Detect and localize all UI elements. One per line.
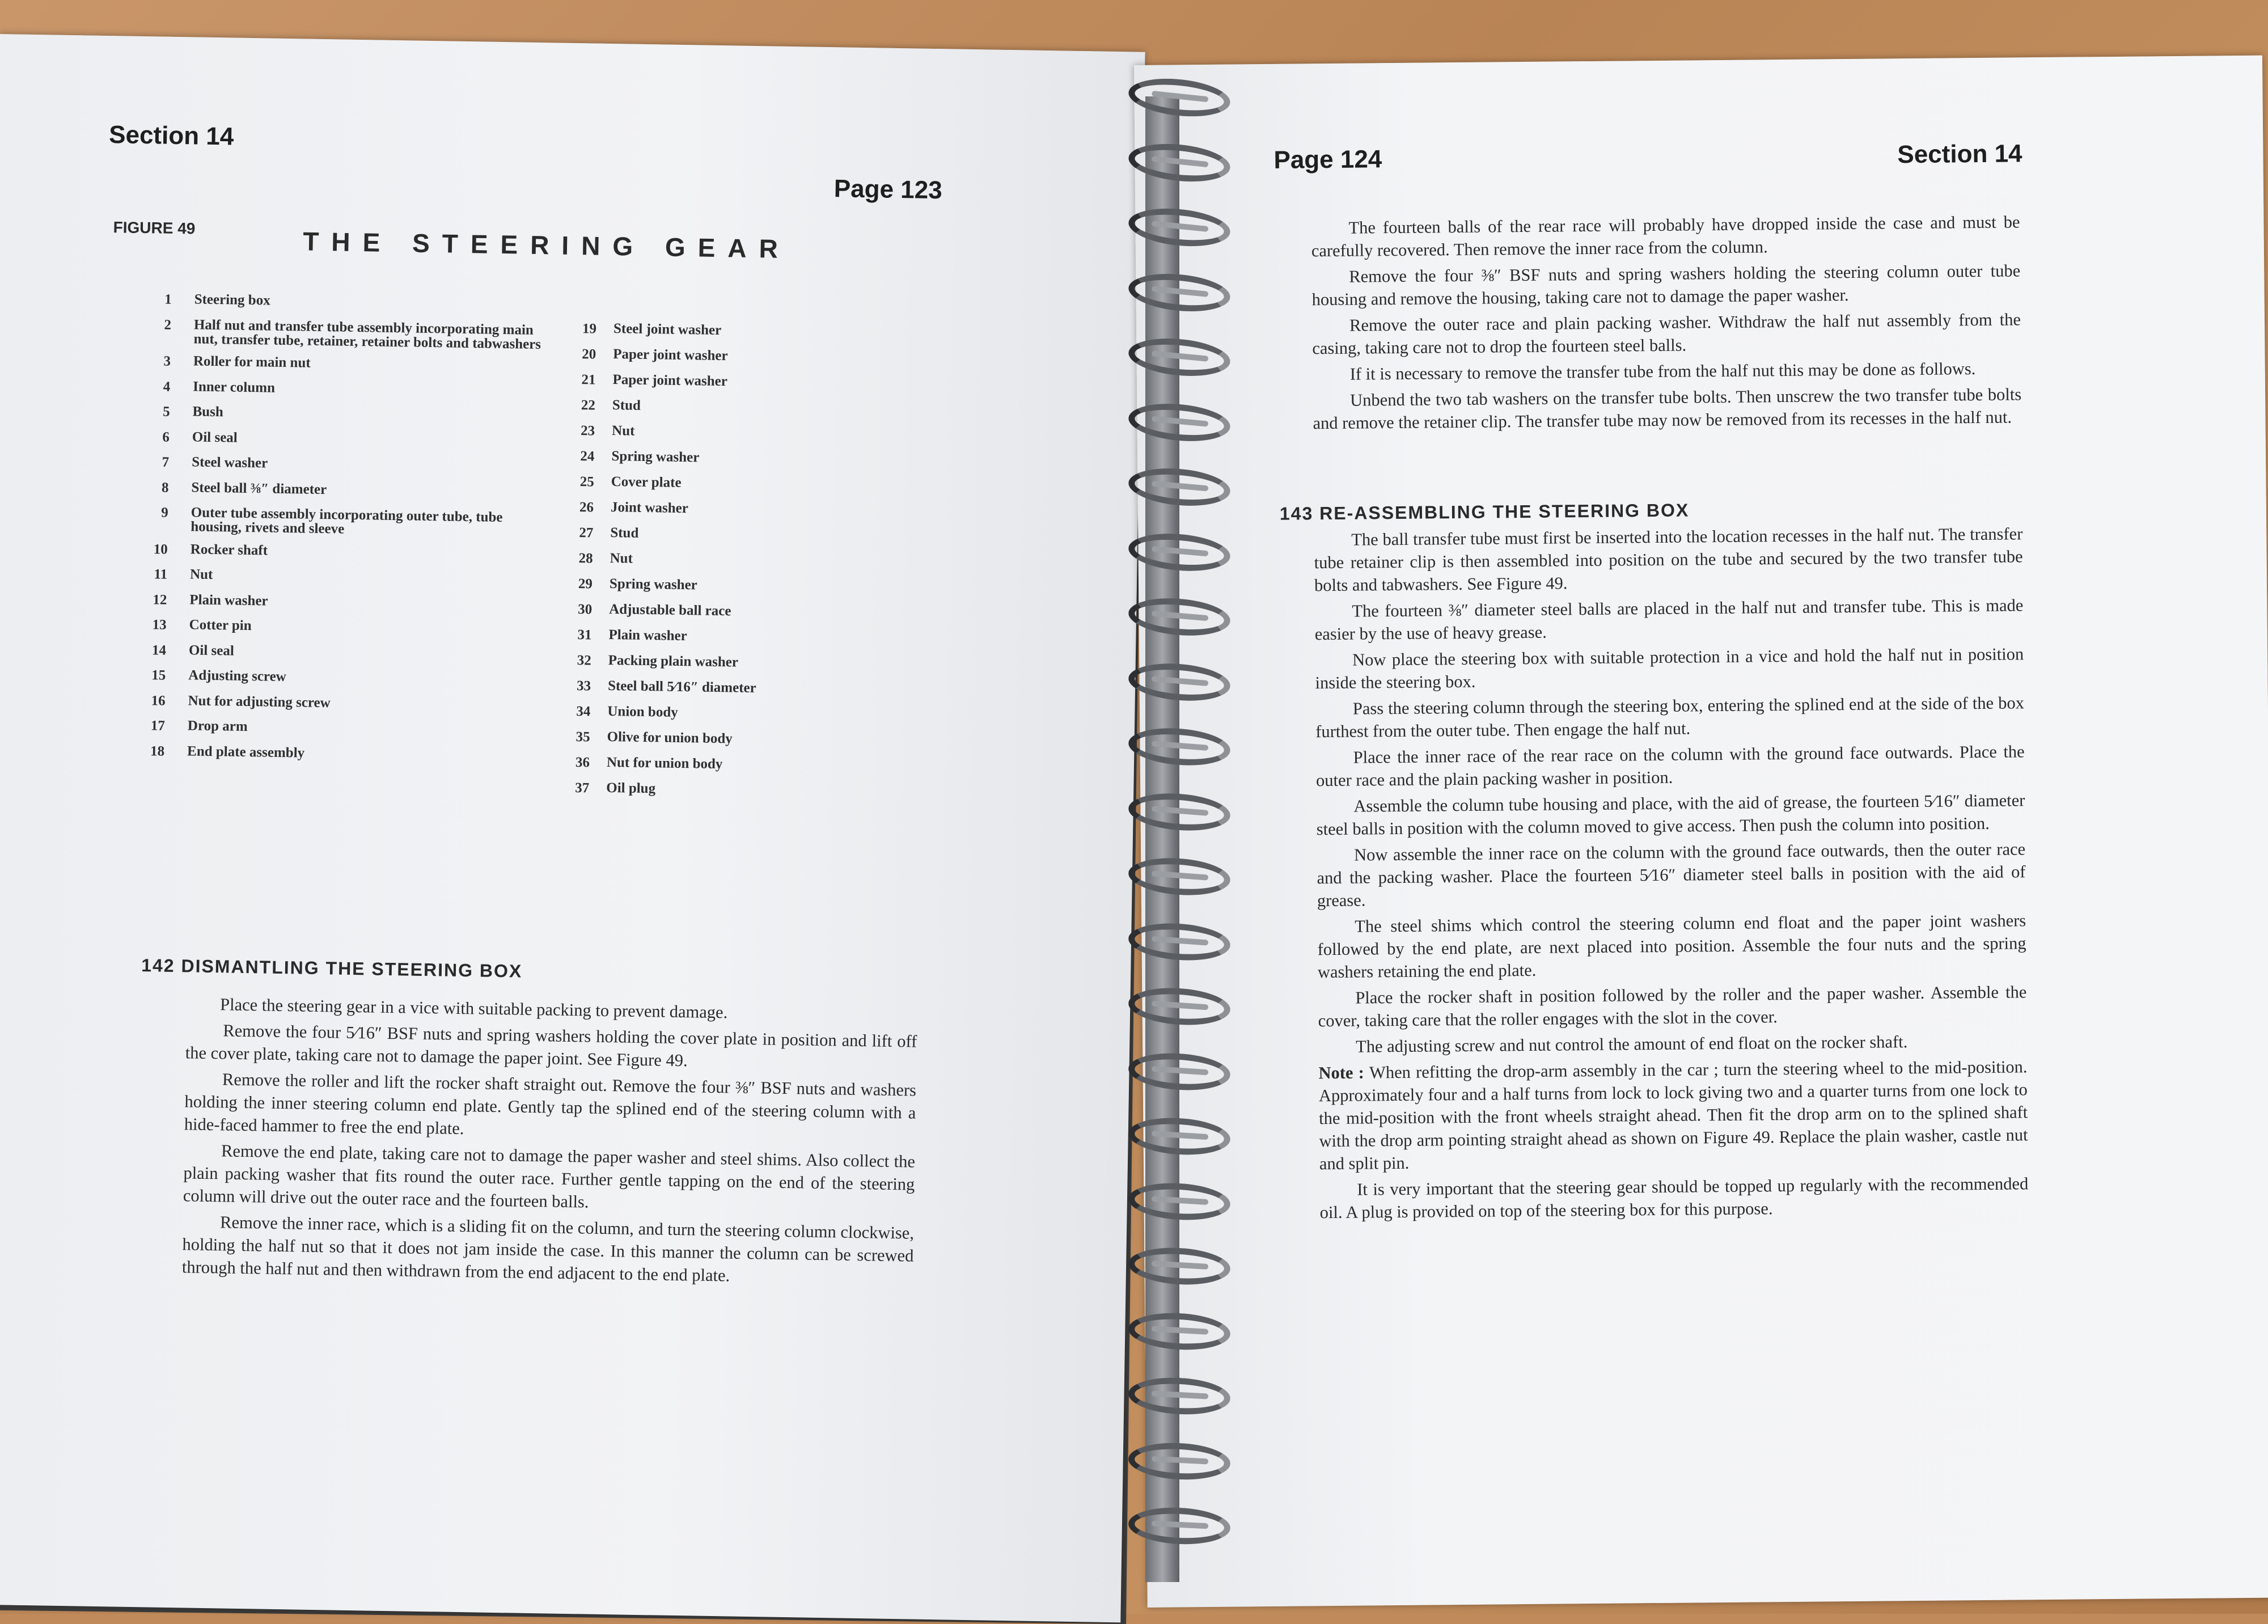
body-paragraph: Pass the steering column through the steering box, entering the splined end at the side of the box furthest from the outer tube. Then engage the half nut. [1315, 693, 2025, 742]
spiral-coil [1127, 985, 1232, 1028]
part-number: 26 [579, 500, 594, 515]
part-number: 6 [162, 429, 170, 445]
body-paragraph: Remove the end plate, taking care not to damage the paper washer and steel shims. Also collect the plain packing washer that fits round the outer race. Further gentle tapping on the end of the steering column will drive out the outer race and the fourteen balls. [183, 1141, 916, 1212]
spiral-binding [1128, 79, 1230, 1588]
spiral-coil [1127, 725, 1232, 769]
intro-body [1311, 210, 2021, 438]
part-number: 9 [161, 505, 168, 521]
part-number: 5 [162, 404, 170, 420]
spiral-coil [1127, 1050, 1232, 1093]
part-description: Cover plate [611, 474, 682, 490]
part-number: 7 [162, 454, 170, 470]
spiral-coil [1128, 1505, 1232, 1546]
part-number: 3 [163, 353, 171, 369]
figure-label: FIGURE 49 [113, 218, 196, 238]
part-number: 28 [578, 551, 593, 566]
spiral-coil [1127, 139, 1232, 185]
spiral-coil [1127, 1310, 1231, 1352]
part-description: Olive for union body [607, 729, 733, 747]
part-number: 22 [581, 397, 596, 413]
spiral-coil [1127, 1375, 1231, 1416]
body-paragraph: The fourteen ⅜″ diameter steel balls are placed in the half nut and transfer tube. This is made easier by the use of heavy grease. [1314, 595, 2024, 644]
body-paragraph: The steel shims which control the steering column end float and the paper joint washers followed by the end plate, are next placed into position. Assemble the four nuts and the spring washers retaining the end plate. [1317, 911, 2026, 982]
part-number: 10 [153, 541, 168, 557]
part-number: 14 [151, 642, 167, 658]
part-description: Packing plain washer [608, 652, 739, 670]
part-description: Nut for union body [606, 754, 723, 772]
part-number: 2 [164, 317, 172, 333]
part-number: 13 [152, 617, 167, 633]
part-number: 18 [150, 743, 165, 759]
part-description: Spring washer [611, 449, 700, 466]
part-description: Roller for main nut [193, 353, 311, 371]
parts-list-col1 [130, 291, 569, 775]
part-number: 4 [163, 379, 171, 395]
spiral-coil [1127, 659, 1232, 704]
part-number: 20 [582, 346, 596, 362]
body-paragraph: If it is necessary to remove the transfer tube from the half nut this may be done as follows. [1349, 359, 1976, 384]
part-description: Steel ball ⅜″ diameter [191, 479, 327, 497]
part-description: Steering box [194, 291, 270, 308]
part-description: Stud [610, 525, 639, 541]
body-paragraph: Unbend the two tab washers on the transfer tube bolts. Then unscrew the two transfer tube bolts and remove the retainer clip. The transfer tube may now be removed from its recesses in the half nut. [1313, 384, 2022, 433]
part-description: Nut for adjusting screw [188, 692, 331, 710]
part-number: 29 [578, 576, 593, 592]
part-description: Adjustable ball race [608, 601, 731, 619]
part-description: Union body [607, 703, 678, 720]
body-paragraph: Now place the steering box with suitable protection in a vice and hold the half nut in position inside the steering box. [1315, 644, 2024, 693]
spiral-coil [1128, 1440, 1232, 1482]
body-paragraph: The adjusting screw and nut control the amount of end float on the rocker shaft. [1355, 1032, 1908, 1056]
spiral-coil [1127, 335, 1232, 380]
part-number: 16 [151, 692, 166, 709]
spiral-coil [1127, 464, 1232, 510]
part-number: 12 [153, 591, 167, 608]
final-paragraph: It is very important that the steering gear should be topped up regularly with the recommended oil. A plug is provided on top of the steering box for this purpose. [1319, 1174, 2029, 1223]
right-page [1134, 56, 2268, 1608]
part-number: 33 [576, 678, 591, 694]
right-section-header: Section 14 [1897, 139, 2022, 169]
part-number: 34 [576, 704, 591, 720]
parts-list-col2 [555, 321, 925, 811]
left-section-header: Section 14 [108, 121, 234, 151]
part-description: Paper joint washer [612, 372, 728, 390]
section-142-heading: 142 DISMANTLING THE STEERING BOX [141, 955, 523, 982]
body-paragraph: Remove the roller and lift the rocker shaft straight out. Remove the four ⅜″ BSF nuts and washers holding the inner steering column end plate. Gently tap the splined end of the steering column with a hide-faced hammer to free the end plate. [184, 1069, 917, 1139]
body-paragraph: Remove the four ⅜″ BSF nuts and spring washers holding the steering column outer tube housing and remove the housing, taking care not to damage the paper washer. [1311, 261, 2021, 310]
body-paragraph: Place the steering gear in a vice with suitable packing to prevent damage. [219, 995, 728, 1022]
part-description: Half nut and transfer tube assembly incorporating main nut, transfer tube, retainer, retainer bolts and tabwashers [193, 316, 541, 352]
part-number: 25 [579, 474, 594, 490]
part-description: End plate assembly [187, 743, 305, 761]
spiral-coil [1127, 204, 1232, 251]
body-paragraph: Place the rocker shaft in position followed by the roller and the paper washer. Assemble the cover, taking care that the roller engages with the slot in the cover. [1318, 982, 2027, 1031]
spiral-coil [1127, 595, 1232, 640]
spiral-coil [1127, 855, 1232, 898]
part-description: Paper joint washer [613, 346, 728, 364]
part-number: 23 [580, 423, 595, 439]
left-page-number: Page 123 [833, 175, 943, 205]
part-description: Adjusting screw [188, 667, 286, 685]
part-description: Nut [611, 423, 635, 439]
part-description: Nut [189, 566, 213, 583]
spiral-coil [1127, 530, 1232, 574]
part-description: Oil seal [192, 429, 238, 446]
section-143-body [1314, 522, 2029, 1227]
part-description: Nut [610, 551, 633, 566]
part-description: Drop arm [187, 718, 248, 735]
part-number: 19 [582, 321, 597, 337]
part-description: Steel joint washer [613, 321, 722, 339]
part-description: Stud [612, 397, 641, 413]
spiral-coil [1127, 269, 1232, 315]
part-description: Rocker shaft [190, 541, 268, 559]
part-number: 24 [580, 449, 595, 464]
part-description: Cotter pin [189, 617, 252, 634]
part-number: 37 [575, 780, 590, 796]
body-paragraph: Remove the inner race, which is a sliding fit on the column, and turn the steering column clockwise, holding the half nut so that it does not jam inside the case. In this manner the column can be screwed through the half nut and then withdrawn from the end adjacent to the end plate. [181, 1212, 915, 1285]
part-description: Oil seal [188, 642, 235, 659]
right-page-number: Page 124 [1273, 145, 1382, 174]
part-description: Spring washer [609, 576, 697, 593]
part-number: 30 [577, 602, 593, 618]
body-paragraph: The ball transfer tube must first be inserted into the location recesses in the half nut. The transfer tube retainer clip is then assembled into position on the tube and secured by the two transfer tube bolts and tabwashers. See Figure 49. [1314, 524, 2023, 595]
spiral-coil [1127, 790, 1232, 834]
section-142-body [181, 992, 917, 1293]
spiral-coil [1127, 399, 1232, 445]
part-description: Outer tube assembly incorporating outer tube, tube housing, rivets and sleeve [191, 505, 503, 537]
body-paragraph: Now assemble the inner race on the column with the ground face outwards, then the outer race and the packing washer. Place the fourteen 5⁄16″ diameter steel balls in position with the aid of grease. [1317, 839, 2026, 911]
note-paragraph [1318, 1055, 2028, 1175]
body-paragraph: Remove the four 5⁄16″ BSF nuts and spring washers holding the cover plate in position and lift off the cover plate, taking care not to damage the paper joint. See Figure 49. [185, 1021, 917, 1071]
part-number: 27 [579, 525, 594, 541]
part-number: 1 [164, 291, 172, 307]
part-description: Inner column [193, 378, 276, 396]
part-description: Steel ball 5⁄16″ diameter [607, 678, 756, 696]
part-number: 15 [151, 667, 166, 683]
spiral-coil [1127, 920, 1232, 963]
part-number: 36 [575, 755, 590, 771]
spiral-coil [1127, 1115, 1232, 1157]
part-number: 8 [161, 480, 169, 496]
part-number: 31 [577, 627, 592, 643]
part-description: Bush [192, 404, 224, 420]
spiral-coil [1127, 74, 1232, 121]
part-description: Steel washer [191, 454, 268, 471]
body-paragraph: Place the inner race of the rear race on the column with the ground face outwards. Place the outer race and the plain packing washer in position. [1315, 742, 2025, 790]
left-page [0, 34, 1145, 1622]
body-paragraph: The fourteen balls of the rear race will probably have dropped inside the case and must be carefully recovered. Then remove the inner race from the column. [1311, 212, 2020, 261]
part-number: 21 [581, 372, 596, 388]
body-paragraph: Assemble the column tube housing and place, with the aid of grease, the fourteen 5⁄16″ diameter steel balls in position with the column moved to give access. Then push the column into position. [1316, 790, 2025, 839]
figure-title: THE STEERING GEAR [302, 226, 791, 264]
note-text: When refitting the drop-arm assembly in the car ; turn the steering wheel to the mid-position. Approximately four and a half turns from lock to lock giving two and a quarter turns from one lock to the mid-position with the front wheels straight ahead. Then fit the drop arm on to the splined shaft with the drop arm pointing straight ahead as shown on Figure 49. Replace the plain washer, castle nut and split pin. [1318, 1057, 2028, 1174]
part-description: Plain washer [608, 627, 687, 644]
spiral-coil [1127, 1245, 1231, 1287]
spiral-coil [1127, 1180, 1232, 1223]
part-number: 35 [576, 729, 590, 745]
part-description: Joint washer [610, 500, 689, 517]
part-description: Oil plug [606, 780, 656, 797]
note-label: Note : [1318, 1063, 1370, 1083]
body-paragraph: Remove the outer race and plain packing washer. Withdraw the half nut assembly from the casing, taking care not to drop the fourteen steel balls. [1312, 310, 2021, 358]
part-description: Plain washer [189, 591, 268, 609]
part-number: 17 [150, 718, 166, 734]
parts-list-item [555, 780, 919, 811]
part-number: 32 [577, 653, 591, 669]
section-143-heading: 143 RE-ASSEMBLING THE STEERING BOX [1279, 500, 1690, 524]
part-number: 11 [154, 566, 168, 582]
